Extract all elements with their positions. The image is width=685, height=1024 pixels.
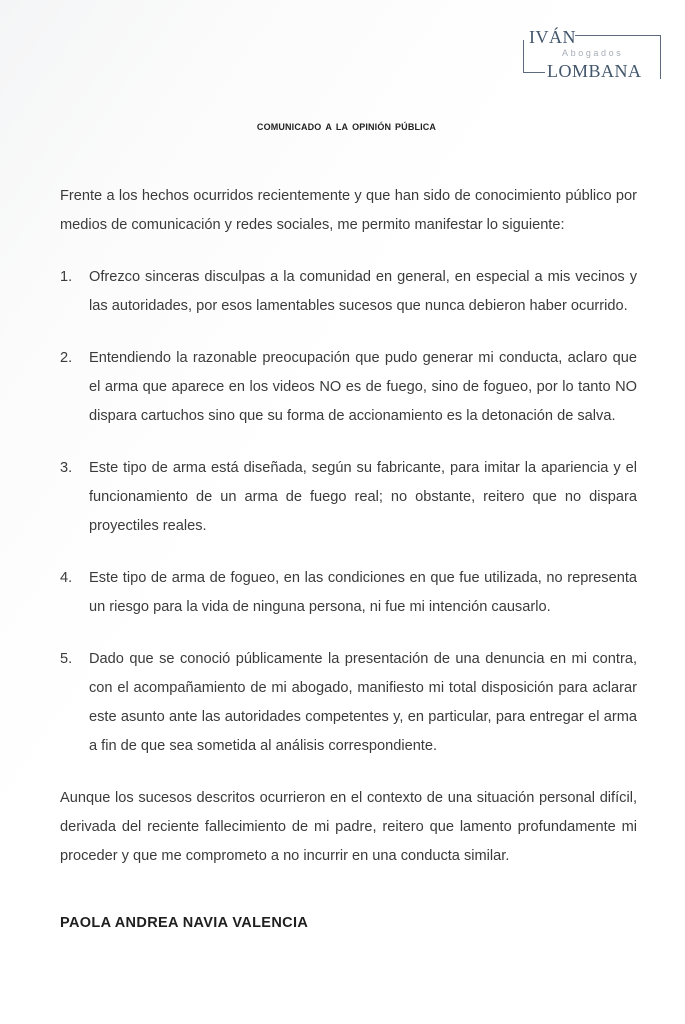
logo-frame-right-rule (660, 35, 661, 79)
list-item-text: Este tipo de arma está diseñada, según su fabricante, para imitar la apariencia y el funcionamiento de un arma de fuego real; no obstante, reitero que no dispara proyectiles reales. (89, 460, 637, 534)
logo-lastname: lombana (547, 56, 642, 83)
firm-logo (521, 22, 663, 84)
list-item (60, 564, 637, 622)
list-item-number: 2. (60, 350, 73, 366)
numbered-list (60, 263, 637, 761)
list-item-number: 5. (60, 651, 73, 667)
logo-frame-bottom-rule (523, 72, 545, 73)
list-item-number: 4. (60, 570, 73, 586)
list-item (60, 454, 637, 541)
list-item (60, 344, 637, 431)
logo-frame-top-rule (575, 35, 661, 36)
logo-firstname: iván (529, 22, 576, 49)
logo-tagline: Abogados (562, 48, 624, 58)
intro-paragraph: Frente a los hechos ocurridos recientemente y que han sido de conocimiento público por medios de comunicación y redes sociales, me permito manifestar lo siguiente: (60, 188, 637, 233)
list-item (60, 263, 637, 321)
list-item-text: Entendiendo la razonable preocupación que pudo generar mi conducta, aclaro que el arma que aparece en los videos NO es de fuego, sino de fogueo, por lo tanto NO dispara cartuchos sino que su forma de accionamiento es la detonación de salva. (89, 350, 637, 424)
list-item-text: Ofrezco sinceras disculpas a la comunidad en general, en especial a mis vecinos y las autoridades, por esos lamentables sucesos que nunca debieron haber ocurrido. (89, 269, 637, 314)
list-item-number: 1. (60, 269, 73, 285)
list-item-text: Este tipo de arma de fogueo, en las condiciones en que fue utilizada, no representa un riesgo para la vida de ninguna persona, ni fue mi intención causarlo. (89, 570, 637, 615)
list-item-text: Dado que se conoció públicamente la presentación de una denuncia en mi contra, con el acompañamiento de mi abogado, manifiesto mi total disposición para aclarar este asunto ante las autoridades competentes y, en particular, para entregar el arma a fin de que sea sometida al análisis correspondiente. (89, 651, 637, 754)
closing-paragraph: Aunque los sucesos descritos ocurrieron en el contexto de una situación personal difícil, derivada del reciente fallecimiento de mi padre, reitero que lamento profundamente mi proceder y que me comprometo a no incurrir en una conducta similar. (60, 790, 637, 864)
logo-frame-left-rule (523, 40, 524, 73)
page-title: comunicado a la opinión pública (256, 118, 437, 133)
document-body (60, 182, 637, 931)
signature-name: PAOLA ANDREA NAVIA VALENCIA (60, 915, 309, 931)
list-item-number: 3. (60, 460, 73, 476)
list-item (60, 645, 637, 761)
